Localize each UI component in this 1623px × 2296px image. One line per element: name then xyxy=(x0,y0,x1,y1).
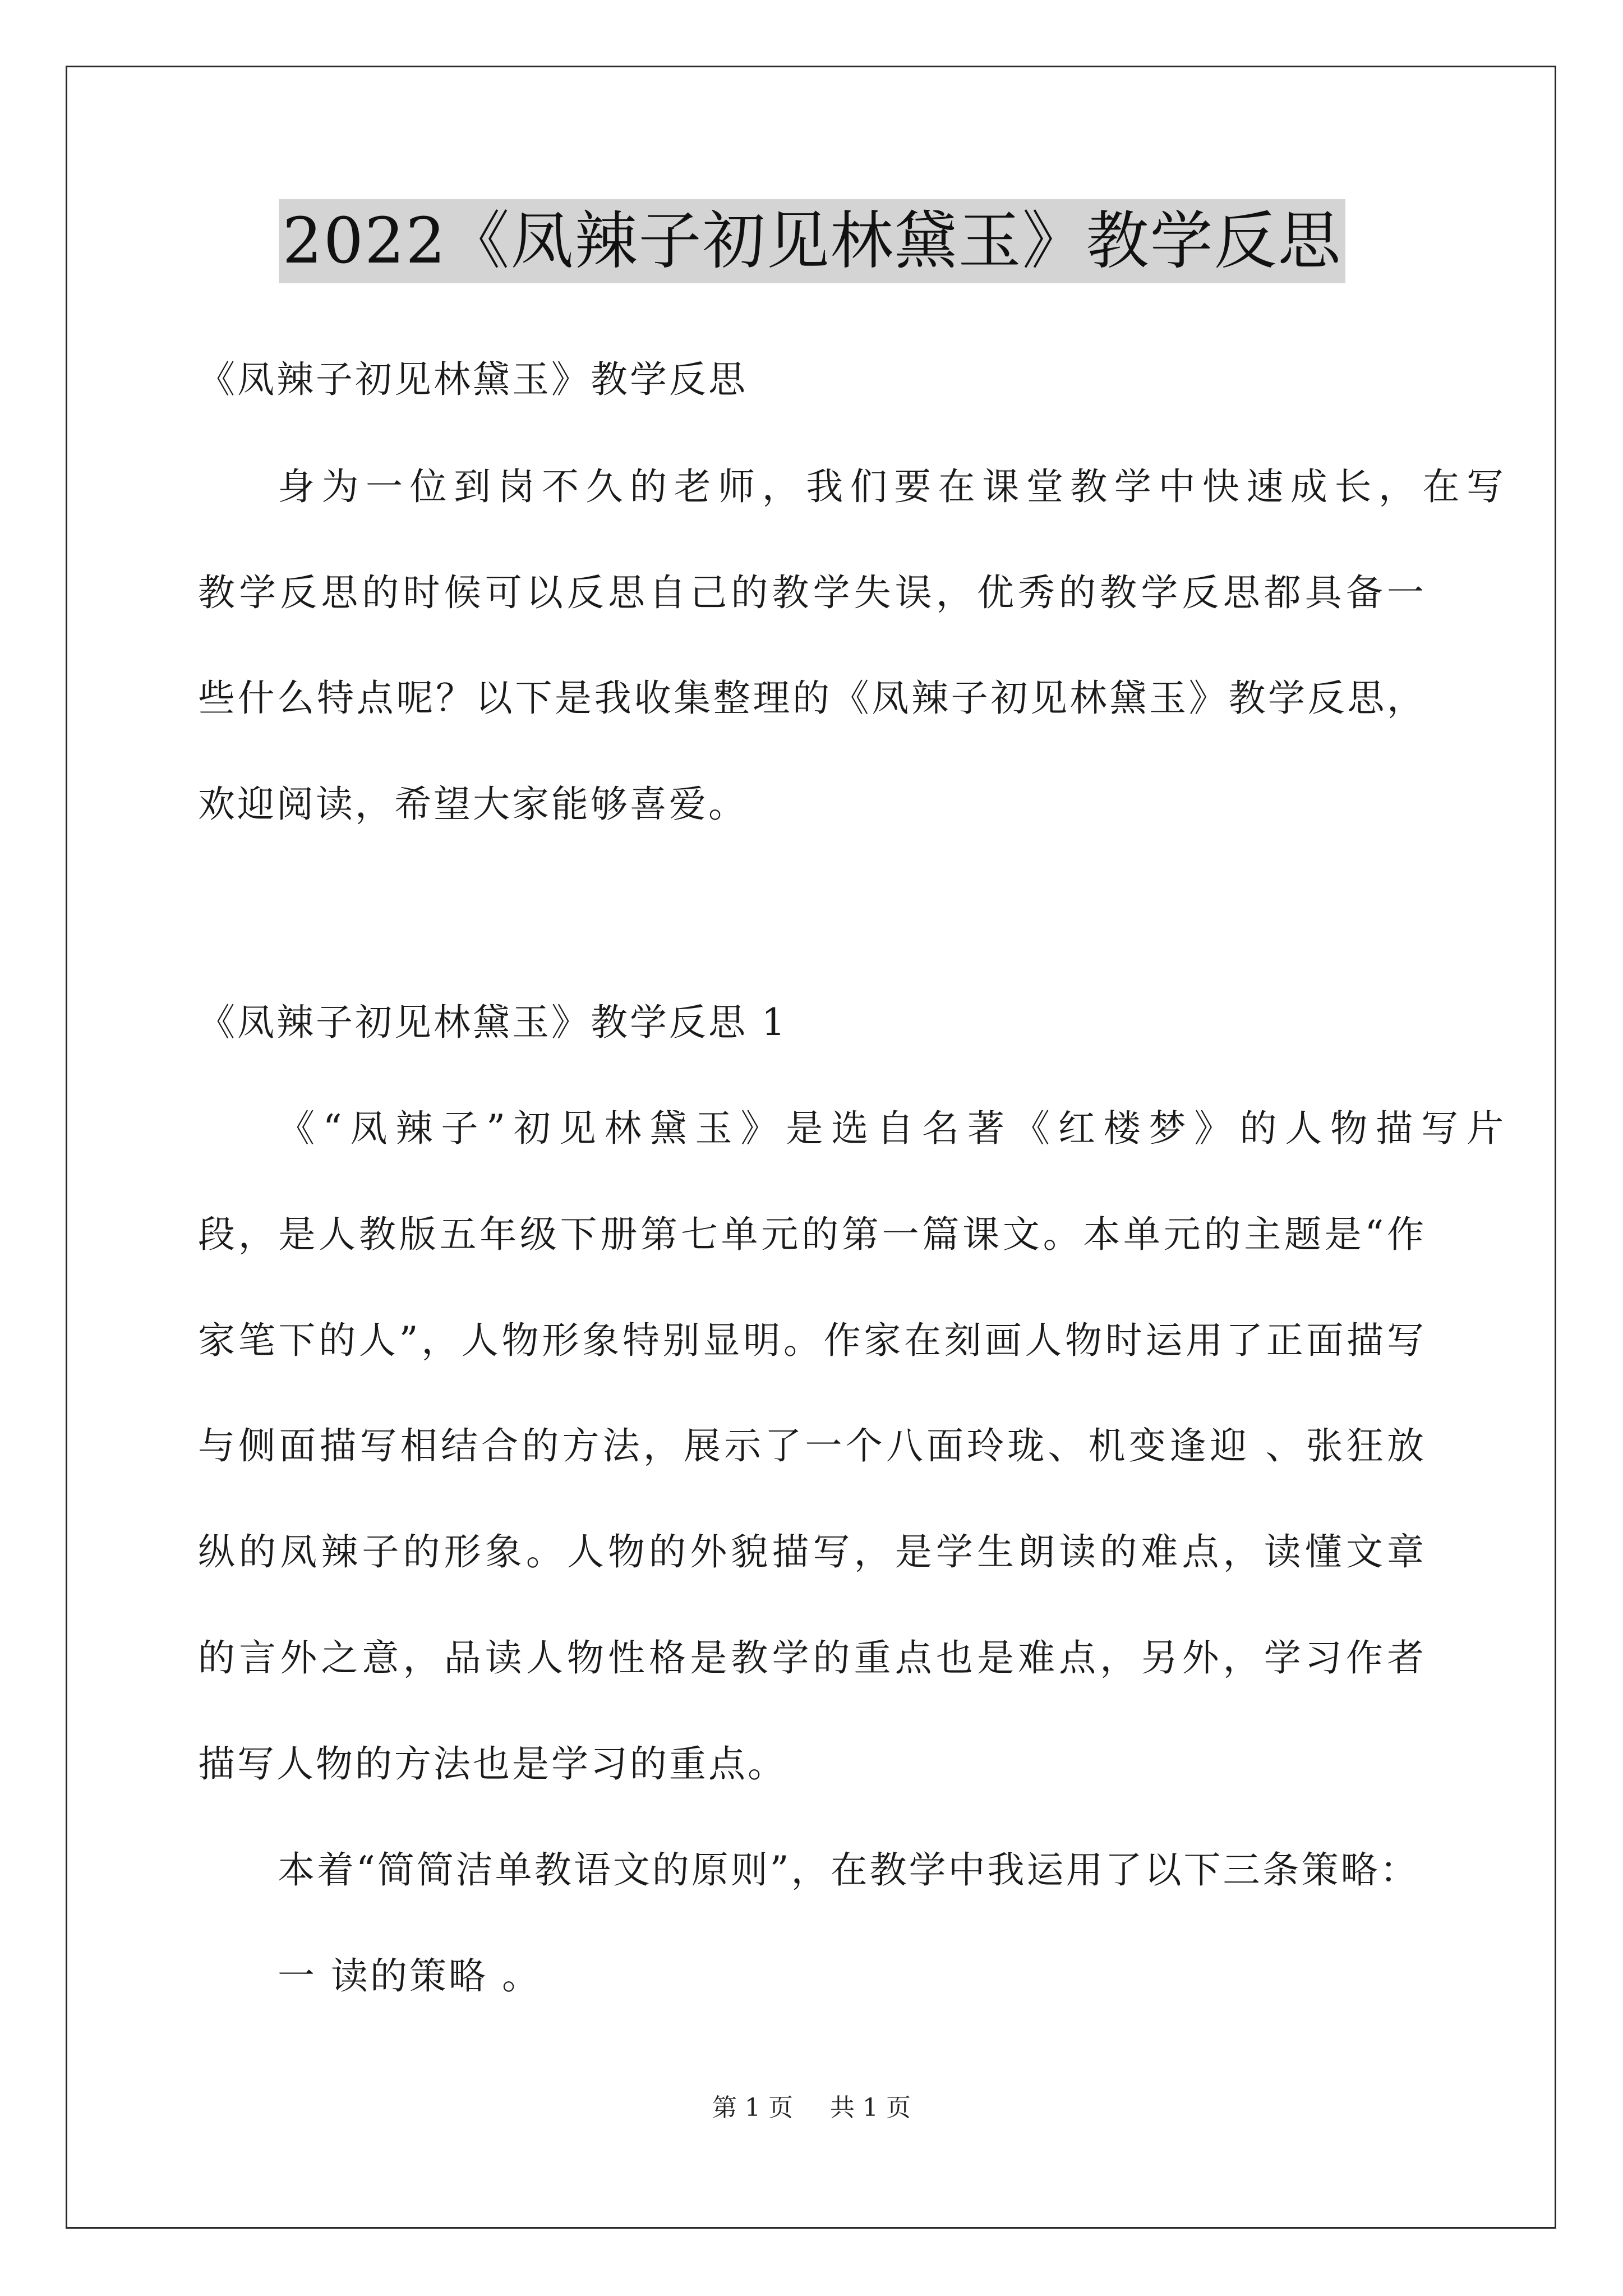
page-number-total: 共 1 页 xyxy=(830,2093,911,2122)
document-title: 2022《凤辣子初见林黛玉》教学反思 xyxy=(279,199,1345,283)
intro-line: 些什么特点呢？以下是我收集整理的《凤辣子初见林黛玉》教学反思， xyxy=(198,677,1426,720)
body-line: 纵的凤辣子的形象。人物的外貌描写，是学生朗读的难点，读懂文章 xyxy=(198,1530,1426,1573)
strategy-one: 一 读的策略 。 xyxy=(278,1954,541,1998)
body-line: 《“凤辣子”初见林黛玉》是选自名著《红楼梦》的人物描写片 xyxy=(278,1107,1506,1150)
body-line: 段，是人教版五年级下册第七单元的第一篇课文。本单元的主题是“作 xyxy=(198,1213,1426,1256)
title-wrap xyxy=(198,199,1426,283)
document-subtitle: 《凤辣子初见林黛玉》教学反思 xyxy=(198,358,748,401)
body-line: 描写人物的方法也是学习的重点。 xyxy=(198,1742,787,1786)
body-line: 与侧面描写相结合的方法，展示了一个八面玲珑、机变逢迎 、张狂放 xyxy=(198,1424,1426,1467)
intro-line: 欢迎阅读，希望大家能够喜爱。 xyxy=(198,783,748,826)
section-heading: 《凤辣子初见林黛玉》教学反思 1 xyxy=(198,1001,787,1044)
page-number-current: 第 1 页 xyxy=(712,2093,793,2122)
body-line: 家笔下的人”，人物形象特别显明。作家在刻画人物时运用了正面描写 xyxy=(198,1319,1426,1362)
body-line: 的言外之意，品读人物性格是教学的重点也是难点，另外，学习作者 xyxy=(198,1636,1426,1680)
strategy-intro: 本着“简简洁单教语文的原则”，在教学中我运用了以下三条策略： xyxy=(278,1848,1419,1892)
page-footer xyxy=(0,2091,1623,2125)
intro-line: 身为一位到岗不久的老师，我们要在课堂教学中快速成长，在写 xyxy=(278,465,1506,508)
intro-line: 教学反思的时候可以反思自己的教学失误，优秀的教学反思都具备一 xyxy=(198,571,1426,614)
